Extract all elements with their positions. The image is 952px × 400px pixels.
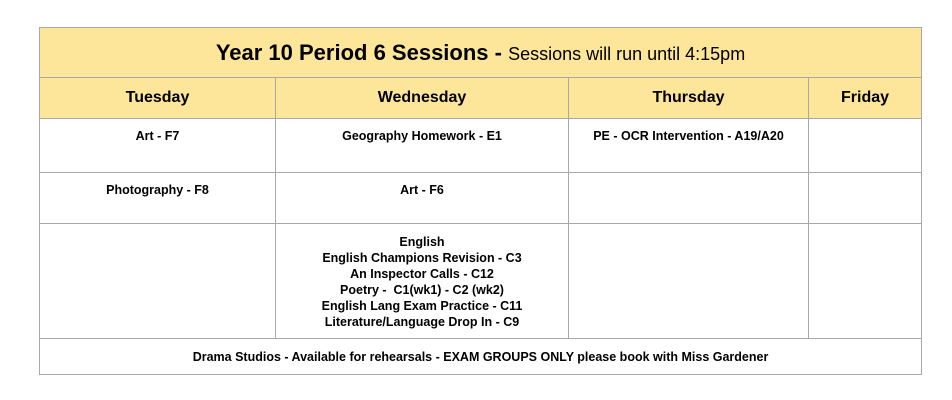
session-cell-friday [809, 224, 922, 339]
drama-studios-note: Drama Studios - Available for rehearsals - EXAM GROUPS ONLY please book with Miss Gardener [40, 339, 922, 375]
day-header-thursday: Thursday [569, 78, 809, 119]
session-entry: Photography - F8 [106, 183, 209, 197]
sessions-timetable [39, 27, 922, 375]
session-cell-wednesday [276, 173, 569, 224]
session-cell-wednesday [276, 224, 569, 339]
session-cell-tuesday [40, 119, 276, 173]
session-cell-thursday [569, 173, 809, 224]
title-main: Year 10 Period 6 Sessions - [215, 39, 509, 65]
session-entry: Geography Homework - E1 [342, 129, 502, 143]
session-cell-thursday [569, 224, 809, 339]
day-header-tuesday: Tuesday [40, 78, 276, 119]
session-entry: PE - OCR Intervention - A19/A20 [593, 129, 784, 143]
day-header-row [40, 78, 922, 119]
session-entry: English Champions Revision - C3 [322, 251, 522, 265]
timetable-title [40, 28, 922, 78]
session-entry: Art - F7 [135, 129, 180, 143]
session-cell-thursday [569, 119, 809, 173]
session-cell-wednesday [276, 119, 569, 173]
session-cell-friday [809, 173, 922, 224]
session-entry: Art - F6 [400, 183, 444, 197]
session-entry: English Lang Exam Practice - C11 [321, 299, 523, 313]
session-row [40, 173, 922, 224]
session-entry: English [399, 235, 445, 249]
session-row [40, 224, 922, 339]
footer-row [40, 339, 922, 375]
session-cell-tuesday [40, 173, 276, 224]
day-header-wednesday: Wednesday [276, 78, 569, 119]
title-sub: Sessions will run until 4:15pm [508, 43, 746, 64]
session-cell-friday [809, 119, 922, 173]
session-entry: Literature/Language Drop In - C9 [324, 315, 520, 329]
session-entry: An Inspector Calls - C12 [350, 267, 494, 281]
session-cell-tuesday [40, 224, 276, 339]
session-row [40, 119, 922, 173]
title-row [40, 28, 922, 78]
day-header-friday: Friday [809, 78, 922, 119]
session-entry: Poetry - C1(wk1) - C2 (wk2) [340, 283, 504, 297]
